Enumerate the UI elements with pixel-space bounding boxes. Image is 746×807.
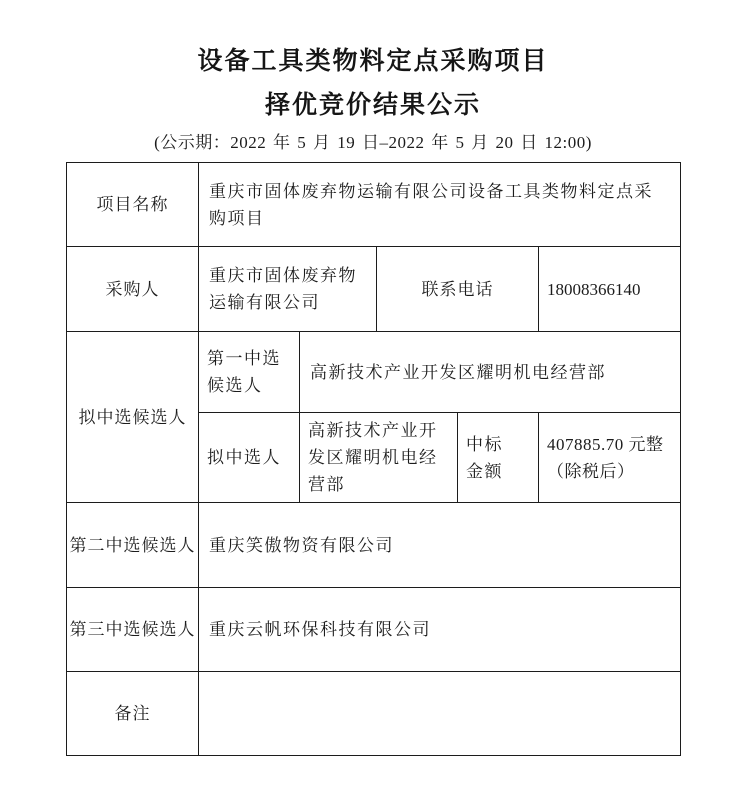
project-name-label: 项目名称	[67, 163, 199, 247]
result-table	[66, 162, 681, 756]
second-candidate-value: 重庆笑傲物资有限公司	[199, 503, 681, 588]
page-title-line1: 设备工具类物料定点采购项目	[197, 47, 549, 75]
first-candidate-row	[67, 332, 681, 413]
page-title-line2: 择优竞价结果公示	[264, 91, 481, 119]
award-amount-value: 407885.70 元整（除税后）	[539, 413, 681, 503]
award-amount-label-text: 中标金额	[466, 434, 503, 481]
first-candidate-label: 第一中选候选人	[199, 332, 300, 413]
third-candidate-value: 重庆云帆环保科技有限公司	[199, 588, 681, 672]
candidates-label: 拟中选候选人	[67, 332, 199, 503]
first-candidate-value: 高新技术产业开发区耀明机电经营部	[300, 332, 681, 413]
project-name-row	[67, 163, 681, 247]
third-candidate-label: 第三中选候选人	[67, 588, 199, 672]
third-candidate-row	[67, 588, 681, 672]
selected-company-value: 高新技术产业开发区耀明机电经营部	[300, 413, 458, 503]
remarks-value	[199, 672, 681, 756]
phone-label: 联系电话	[377, 247, 539, 332]
buyer-value: 重庆市固体废弃物运输有限公司	[199, 247, 377, 332]
second-candidate-label: 第二中选候选人	[67, 503, 199, 588]
remarks-row	[67, 672, 681, 756]
remarks-label: 备注	[67, 672, 199, 756]
selected-label: 拟中选人	[199, 413, 300, 503]
award-amount-label	[458, 413, 539, 503]
phone-value: 18008366140	[539, 247, 681, 332]
buyer-row	[67, 247, 681, 332]
publicity-period: (公示期：2022 年 5 月 19 日–2022 年 5 月 20 日 12:00)	[154, 133, 592, 152]
buyer-label: 采购人	[67, 247, 199, 332]
project-name-value: 重庆市固体废弃物运输有限公司设备工具类物料定点采购项目	[199, 163, 681, 247]
second-candidate-row	[67, 503, 681, 588]
